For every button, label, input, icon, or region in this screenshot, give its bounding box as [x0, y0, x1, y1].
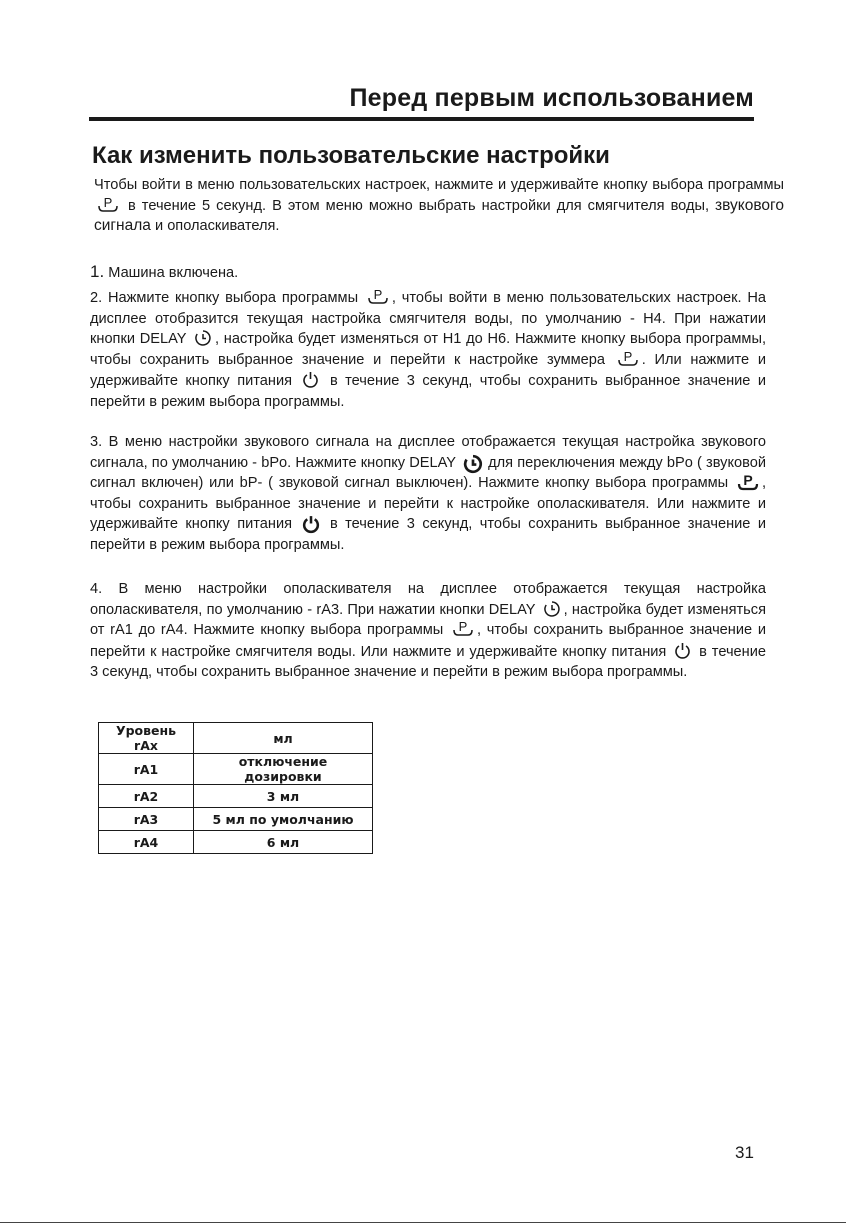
- step-4-text-a: 4. В меню настройки ополаскивателя на дисплее отображается текущая настройка ополаскивателя, по умолчанию - rA3. При нажатии кнопки DELAY: [90, 581, 766, 618]
- step-3-text-d: в течение 3 секунд, чтобы сохранить выбранное значение и перейти в режим выбора программы.: [90, 516, 766, 553]
- header-rule: [89, 117, 754, 121]
- table-cell-value: 3 мл: [194, 785, 373, 808]
- p-button-icon: [367, 288, 389, 306]
- table-cell-value: 6 мл: [194, 831, 373, 854]
- section-title: Как изменить пользовательские настройки: [92, 142, 610, 169]
- table-cell-value: 5 мл по умолчанию: [194, 808, 373, 831]
- intro-text-2: в течение 5 секунд. В этом меню можно выбрать настройки для смягчителя воды,: [128, 197, 710, 214]
- step-4-text-d: в течение 3 секунд, чтобы сохранить выбранное значение и перейти в режим выбора программы.: [90, 643, 766, 680]
- power-icon: [302, 370, 319, 389]
- table-cell-value: отключение дозировки: [194, 754, 373, 785]
- step-3-text-b: для переключения между bPo ( звуковой сигнал включен) или bP- ( звуковой сигнал выключен). Нажмите кнопку выбора программы: [90, 454, 766, 491]
- power-icon: [302, 514, 319, 533]
- table-row: [99, 831, 373, 854]
- step-4-text-b: , настройка будет изменяться от rA1 до rA4. Нажмите кнопку выбора программы: [90, 601, 766, 638]
- clock-icon: [463, 454, 481, 472]
- step-3-text-a: 3. В меню настройки звукового сигнала на дисплее отображается текущая настройка звукового сигнала, по умолчанию - bPo. Нажмите кнопку DELAY: [90, 434, 766, 471]
- table-header-row: [99, 723, 373, 754]
- step-4-text-c: , чтобы сохранить выбранное значение и перейти к настройке смягчителя воды. Или нажмите и удерживайте кнопку питания: [90, 622, 766, 660]
- table-cell-level: rA3: [99, 808, 194, 831]
- table-cell-level: rA2: [99, 785, 194, 808]
- step-1-number: 1.: [90, 262, 105, 281]
- page-number: 31: [735, 1143, 754, 1162]
- p-button-icon: [737, 474, 759, 492]
- step-3: [90, 432, 766, 555]
- step-4: [90, 579, 766, 683]
- p-button-icon: [97, 196, 119, 214]
- table-header-ml: мл: [194, 723, 373, 754]
- clock-icon: [194, 329, 212, 347]
- table-row: [99, 785, 373, 808]
- step-2-text-b: , чтобы войти в меню пользовательских настроек. На дисплее отобразится текущая настройка смягчителя воды, по умолчанию - H4. При нажатии кнопки DELAY: [90, 290, 766, 347]
- p-button-icon: [452, 620, 474, 638]
- step-2-text-e: в течение 3 секунд, чтобы сохранить выбранное значение и перейти в режим выбора программы.: [90, 373, 766, 410]
- table-row: [99, 754, 373, 785]
- intro-text-4: и ополаскивателя.: [154, 218, 280, 234]
- svg-text:P: P: [458, 620, 468, 634]
- table-row: [99, 808, 373, 831]
- intro-text-3: звукового сигнала: [94, 196, 784, 234]
- table-cell-level: rA1: [99, 754, 194, 785]
- svg-text:P: P: [743, 474, 753, 488]
- bottom-rule: [0, 1222, 846, 1223]
- step-2: [90, 288, 766, 412]
- power-icon: [674, 641, 691, 660]
- page-header-title: Перед первым использованием: [349, 84, 754, 112]
- intro-paragraph: [94, 175, 784, 237]
- step-1: [90, 262, 766, 284]
- table-header-level: Уровень rAx: [99, 723, 194, 754]
- step-1-text: Машина включена.: [108, 265, 239, 281]
- svg-text:P: P: [373, 288, 383, 302]
- p-button-icon: [617, 350, 639, 368]
- svg-text:P: P: [623, 349, 633, 364]
- table-cell-level: rA4: [99, 831, 194, 854]
- rinse-aid-table: [98, 722, 373, 854]
- step-2-text-c: , настройка будет изменяться от H1 до H6. Нажмите кнопку выбора программы, чтобы сохранить выбранное значение и перейти к настройке зуммера: [90, 331, 766, 368]
- svg-text:P: P: [103, 195, 113, 210]
- intro-text-1: Чтобы войти в меню пользовательских настроек, нажмите и удерживайте кнопку выбора программы: [94, 177, 784, 193]
- step-2-text-a: 2. Нажмите кнопку выбора программы: [90, 290, 359, 306]
- step-3-text-c: , чтобы сохранить выбранное значение и перейти к настройке ополаскивателя. Или нажмите и удерживайте кнопку питания: [90, 475, 767, 532]
- clock-icon: [543, 600, 561, 618]
- step-2-text-d: . Или нажмите и удерживайте кнопку питания: [90, 351, 766, 389]
